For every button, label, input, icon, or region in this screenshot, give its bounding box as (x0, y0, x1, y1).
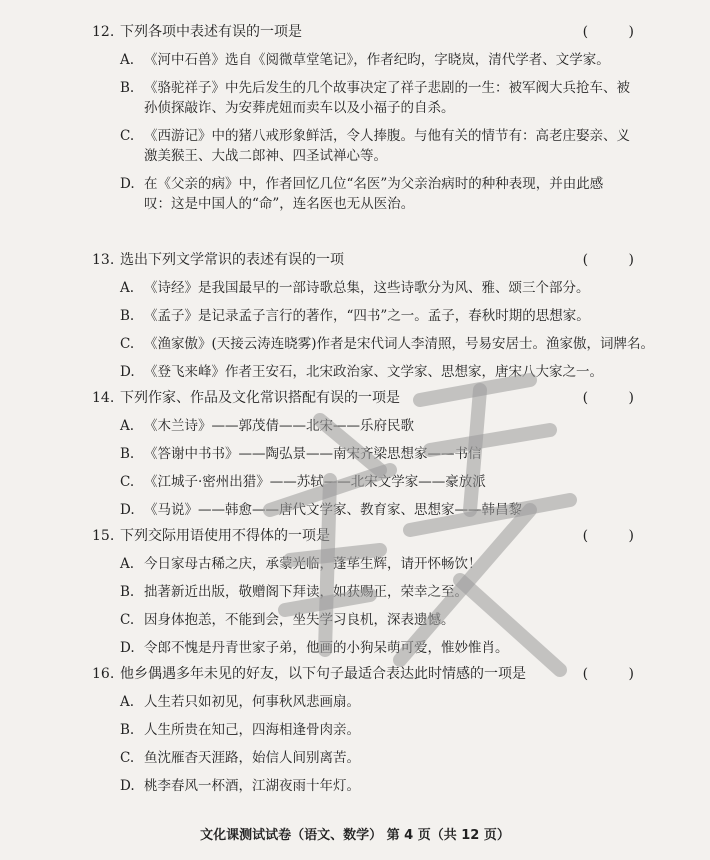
question-text: 下列各项中表述有误的一项是 (120, 24, 302, 40)
option-d (92, 638, 692, 658)
question-stem (92, 22, 692, 42)
question-text: 他乡偶遇多年未见的好友，以下句子最适合表达此时情感的一项是 (120, 666, 526, 682)
question-number: 16. (92, 666, 115, 682)
option-d (92, 174, 692, 214)
option-text: 《江城子·密州出猎》——苏轼——北宋文学家——豪放派 (144, 474, 486, 490)
question-14 (92, 388, 692, 520)
option-label: D. (120, 778, 135, 794)
option-label: B. (120, 584, 135, 600)
option-c (92, 472, 692, 492)
question-stem (92, 664, 692, 684)
option-text-continued: 叹：这是中国人的“命”，连名医也无从医治。 (144, 196, 415, 212)
option-d (92, 362, 692, 382)
option-c (92, 334, 692, 354)
option-b (92, 444, 692, 464)
option-text: 《答谢中书书》——陶弘景——南宋齐梁思想家——书信 (144, 446, 482, 462)
option-text: 《诗经》是我国最早的一部诗歌总集，这些诗歌分为风、雅、颂三个部分。 (144, 280, 590, 296)
option-text: 《渔家傲》(天接云涛连晓雾)作者是宋代词人李清照，号易安居士。渔家傲，词牌名。 (144, 336, 655, 352)
option-label: A. (120, 418, 135, 434)
question-number: 13. (92, 252, 115, 268)
option-text-continued: 孙侦探敲诈、为安葬虎妞而卖车以及小福子的自杀。 (144, 100, 455, 116)
question-12 (92, 22, 692, 214)
question-stem (92, 250, 692, 270)
option-b (92, 582, 692, 602)
option-label: A. (120, 694, 135, 710)
option-text: 鱼沈雁杳天涯路，始信人间别离苦。 (144, 750, 360, 766)
option-c (92, 126, 692, 166)
question-15 (92, 526, 692, 658)
option-label: C. (120, 336, 135, 352)
option-text: 《河中石兽》选自《阅微草堂笔记》，作者纪昀，字晓岚，清代学者、文学家。 (144, 52, 610, 68)
option-text: 桃李春风一杯酒，江湖夜雨十年灯。 (144, 778, 360, 794)
option-text: 《骆驼祥子》中先后发生的几个故事决定了祥子悲剧的一生：被军阀大兵抢车、被 (144, 80, 630, 96)
option-a (92, 692, 692, 712)
option-text: 《马说》——韩愈——唐代文学家、教育家、思想家——韩昌黎 (144, 502, 522, 518)
question-text: 下列交际用语使用不得体的一项是 (120, 528, 330, 544)
option-label: B. (120, 80, 135, 96)
option-text: 《孟子》是记录孟子言行的著作，“四书”之一。孟子，春秋时期的思想家。 (144, 308, 590, 324)
option-label: D. (120, 640, 135, 656)
option-label: D. (120, 502, 135, 518)
answer-parentheses: ( ) (582, 252, 652, 268)
option-label: A. (120, 556, 135, 572)
option-label: B. (120, 722, 135, 738)
option-label: C. (120, 750, 135, 766)
option-label: B. (120, 308, 135, 324)
option-label: A. (120, 280, 135, 296)
option-d (92, 500, 692, 520)
option-text: 今日家母古稀之庆，承蒙光临，蓬荜生辉，请开怀畅饮！ (144, 556, 482, 572)
option-text: 拙著新近出版，敬赠阁下拜读，如获赐正，荣幸之至。 (144, 584, 468, 600)
answer-parentheses: ( ) (582, 666, 652, 682)
option-b (92, 306, 692, 326)
option-text: 《木兰诗》——郭茂倩——北宋——乐府民歌 (144, 418, 414, 434)
question-stem (92, 388, 692, 408)
option-text: 令郎不愧是丹青世家子弟，他画的小狗呆萌可爱，惟妙惟肖。 (144, 640, 509, 656)
question-number: 14. (92, 390, 115, 406)
page-footer: 文化课测试试卷（语文、数学） 第 4 页（共 12 页） (200, 828, 510, 843)
question-13 (92, 250, 692, 382)
option-text: 因身体抱恙，不能到会，坐失学习良机，深表遗憾。 (144, 612, 455, 628)
option-label: D. (120, 176, 135, 192)
option-b (92, 78, 692, 118)
option-text: 《西游记》中的猪八戒形象鲜活，令人捧腹。与他有关的情节有：高老庄娶亲、义 (144, 128, 630, 144)
question-number: 12. (92, 24, 115, 40)
question-stem (92, 526, 692, 546)
option-label: C. (120, 612, 135, 628)
option-label: A. (120, 52, 135, 68)
option-c (92, 610, 692, 630)
option-a (92, 416, 692, 436)
option-label: C. (120, 474, 135, 490)
option-text-continued: 激美猴王、大战二郎神、四圣试禅心等。 (144, 148, 387, 164)
option-a (92, 554, 692, 574)
answer-parentheses: ( ) (582, 528, 652, 544)
option-b (92, 720, 692, 740)
question-number: 15. (92, 528, 115, 544)
option-text: 人生若只如初见，何事秋风悲画扇。 (144, 694, 360, 710)
question-text: 选出下列文学常识的表述有误的一项 (120, 252, 344, 268)
answer-parentheses: ( ) (582, 24, 652, 40)
question-16 (92, 664, 692, 796)
answer-parentheses: ( ) (582, 390, 652, 406)
option-a (92, 278, 692, 298)
option-c (92, 748, 692, 768)
option-a (92, 50, 692, 70)
question-text: 下列作家、作品及文化常识搭配有误的一项是 (120, 390, 400, 406)
option-text: 在《父亲的病》中，作者回忆几位“名医”为父亲治病时的种种表现，并由此感 (144, 176, 604, 192)
option-text: 人生所贵在知己，四海相逢骨肉亲。 (144, 722, 360, 738)
option-label: C. (120, 128, 135, 144)
option-label: D. (120, 364, 135, 380)
option-d (92, 776, 692, 796)
option-label: B. (120, 446, 135, 462)
option-text: 《登飞来峰》作者王安石，北宋政治家、文学家、思想家，唐宋八大家之一。 (144, 364, 603, 380)
